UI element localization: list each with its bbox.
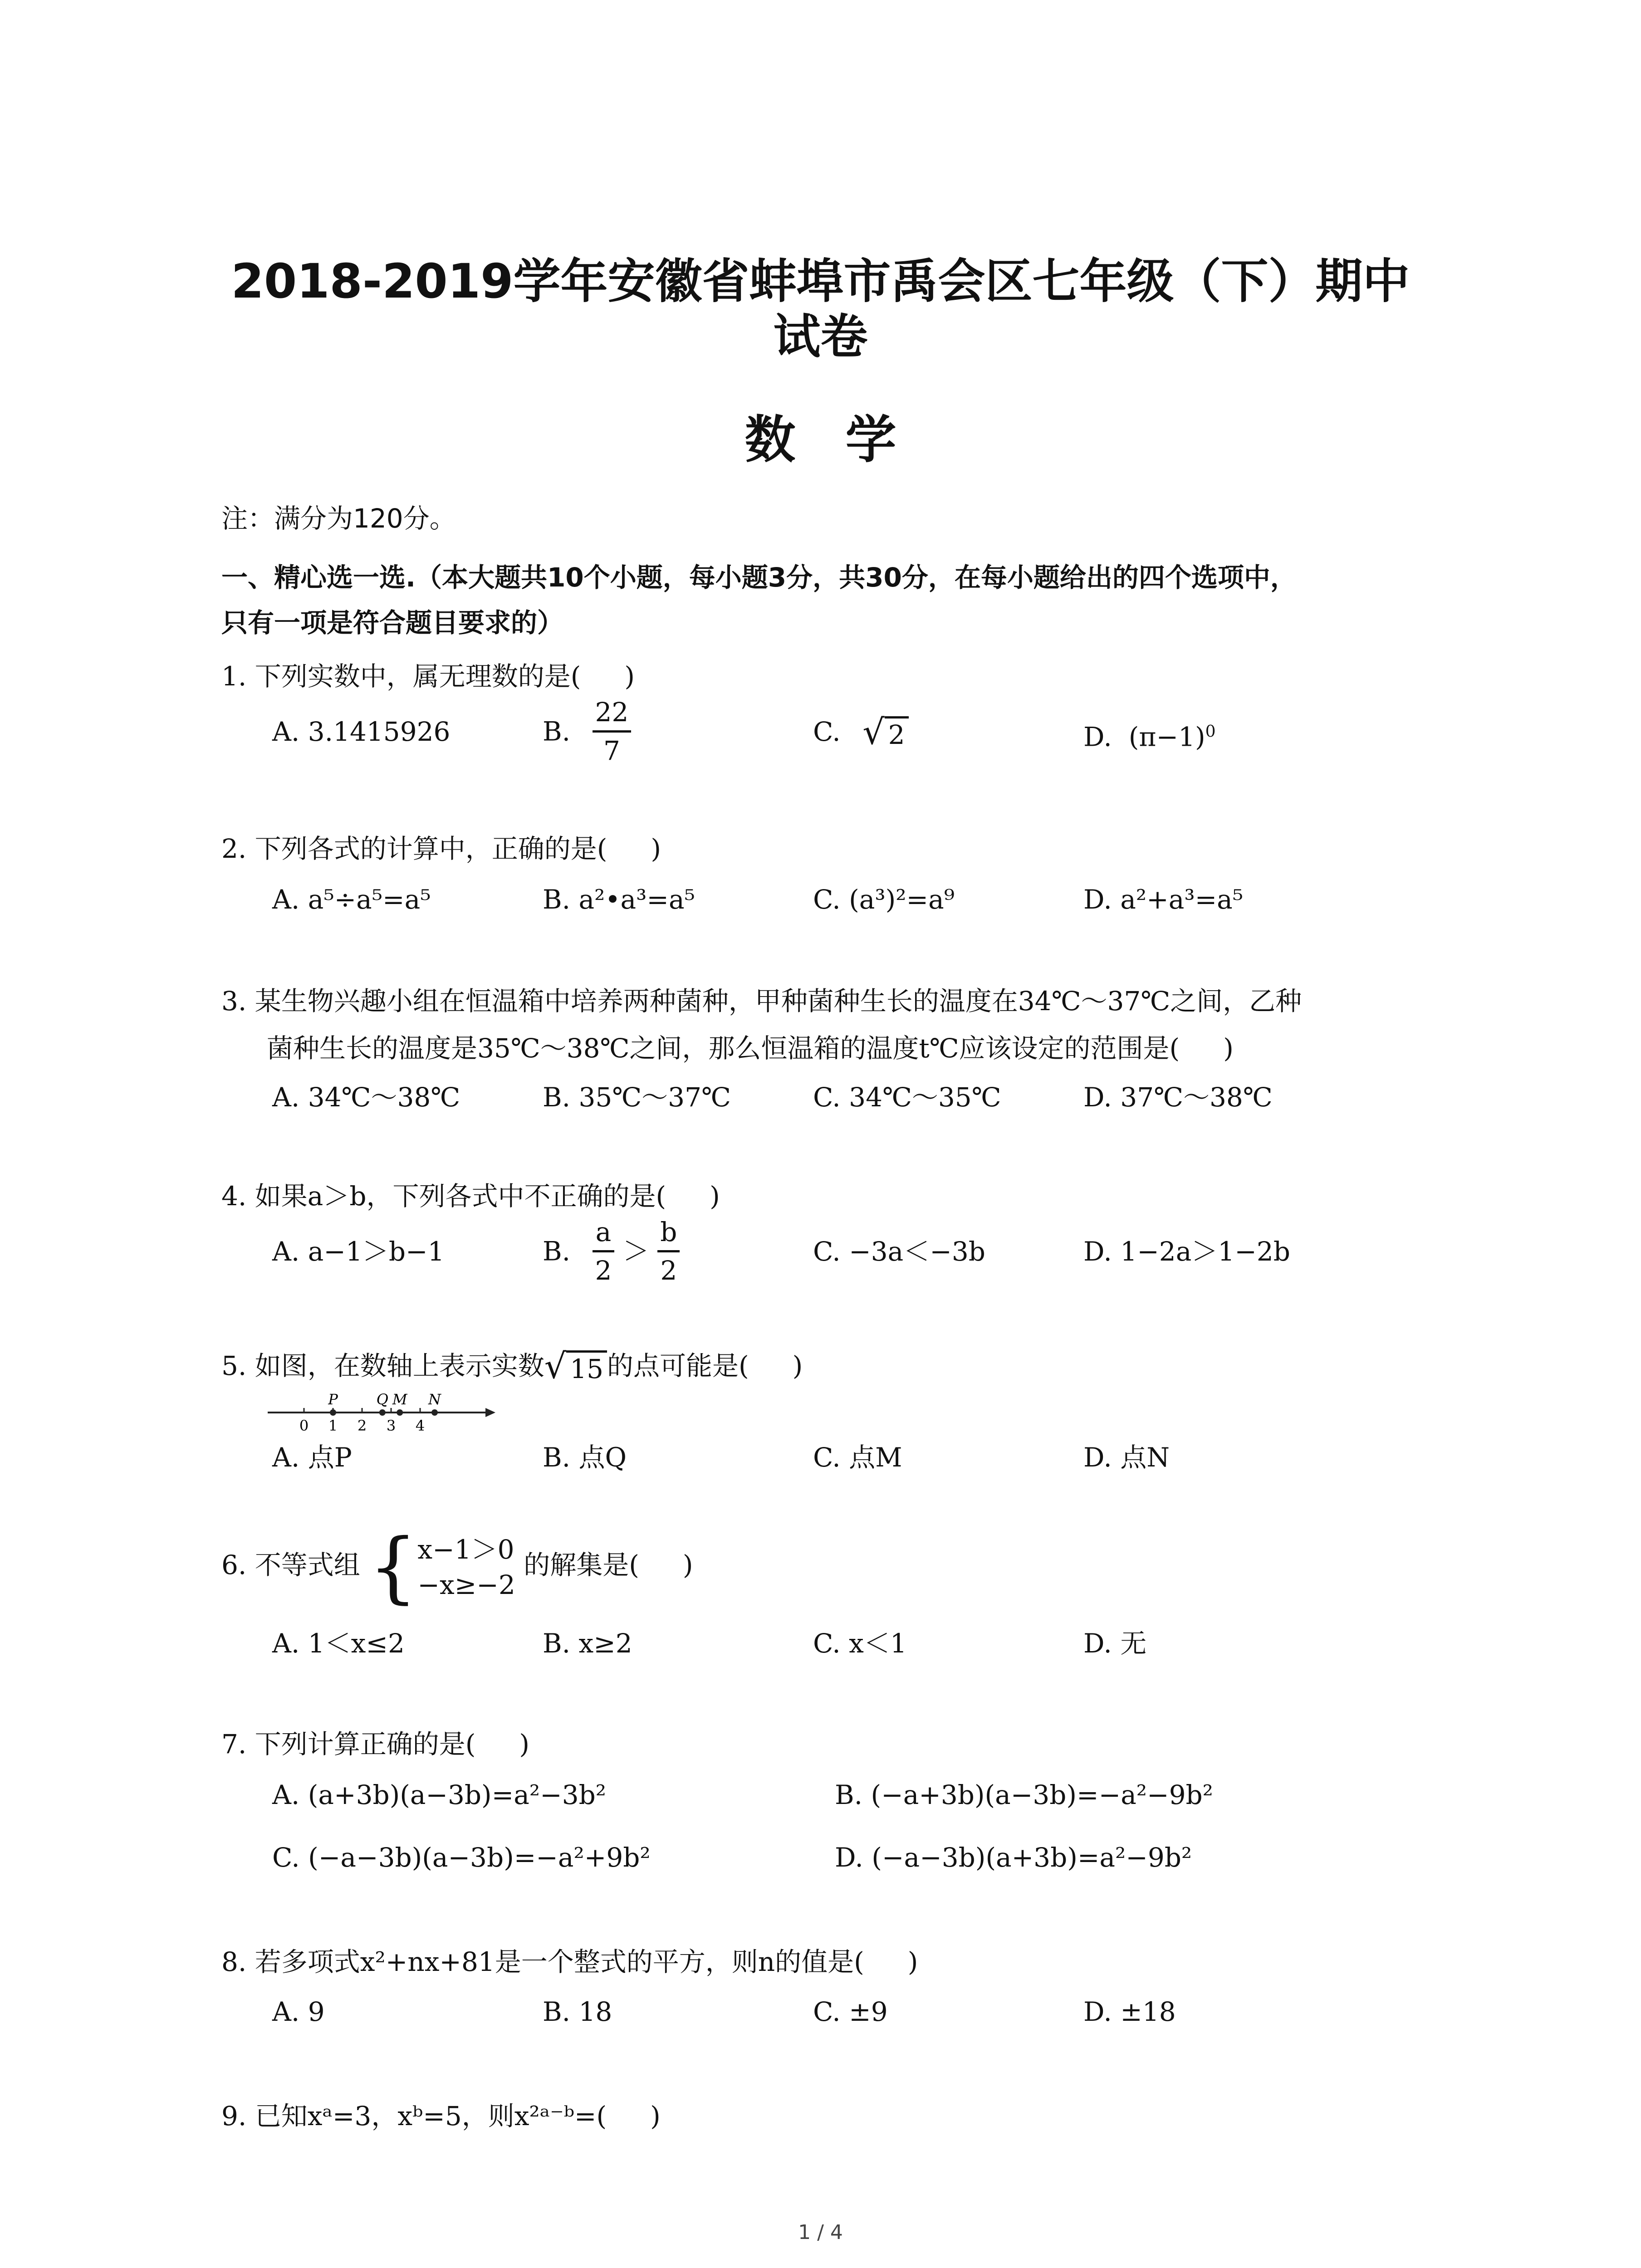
question-3-option-c: C. 34℃～35℃ [813,1082,1001,1113]
question-6-option-a: A. 1＜x≤2 [272,1628,405,1659]
number-line-point [431,1409,438,1416]
section1-heading-line1: 一、精心选一选.（本大题共10个小题，每小题3分，共30分，在每小题给出的四个选项中， [221,562,1297,593]
question-7-option-b: B. (−a+3b)(a−3b)=−a²−9b² [835,1779,1213,1810]
question-2-stem: 2. 下列各式的计算中，正确的是( ) [221,833,661,864]
question-2-option-d: D. a²+a³=a⁵ [1083,884,1243,915]
question-5-option-b: B. 点Q [543,1442,627,1473]
number-line-point [397,1409,403,1416]
number-line-tick-label: 4 [415,1417,425,1434]
page-title-line2: 试卷 [773,309,868,364]
question-8-option-b: B. 18 [543,1996,612,2027]
question-7-option-a: A. (a+3b)(a−3b)=a²−3b² [272,1779,606,1810]
question-5-option-d: D. 点N [1083,1442,1170,1473]
question-6-option-c: C. x＜1 [813,1628,907,1659]
number-line-figure [263,1385,499,1435]
section1-heading-line2: 只有一项是符合题目要求的） [221,607,564,638]
question-4-option-a: A. a−1＞b−1 [272,1236,445,1267]
question-3-option-a: A. 34℃～38℃ [272,1082,460,1113]
question-1-option-b: B. $\frac{22}{7}$ [543,694,631,769]
question-6-option-b: B. x≥2 [543,1628,632,1659]
question-1-option-a: A. 3.1415926 [272,716,451,747]
question-5-option-a: A. 点P [272,1442,352,1473]
number-line-point-label: P [328,1391,338,1408]
question-4-option-b: B. $\frac{a}{2}$ ＞ $\frac{b}{2}$ [543,1214,680,1289]
page-title-line1: 2018-2019学年安徽省蚌埠市禹会区七年级（下）期中 [231,254,1410,309]
question-4-option-d: D. 1−2a＞1−2b [1083,1236,1290,1267]
number-line-point [379,1409,386,1416]
number-line-tick-label: 0 [299,1417,309,1434]
subject-heading: 数学 [745,411,946,469]
number-line-tick-label: 3 [386,1417,396,1434]
question-8-stem: 8. 若多项式x²+nx+81是一个整式的平方，则n的值是( ) [221,1946,918,1977]
question-7-stem: 7. 下列计算正确的是( ) [221,1729,530,1760]
question-3-stem-line2: 菌种生长的温度是35℃～38℃之间，那么恒温箱的温度t℃应该设定的范围是( ) [267,1033,1234,1064]
page-number: 1 / 4 [798,2221,843,2244]
score-note: 注：满分为120分。 [221,503,456,534]
number-line-point-label: M [392,1391,407,1408]
question-3-option-d: D. 37℃～38℃ [1083,1082,1273,1113]
number-line-point-label: N [428,1391,441,1408]
question-8-option-a: A. 9 [272,1996,325,2027]
question-6-stem: 6. 不等式组 { x−1＞0 −x≥−2 的解集是( ) [221,1522,693,1612]
number-line-point [330,1409,336,1416]
question-3-option-b: B. 35℃～37℃ [543,1082,731,1113]
number-line-arrow [485,1408,495,1417]
question-3-stem-line1: 3. 某生物兴趣小组在恒温箱中培养两种菌种，甲种菌种生长的温度在34℃～37℃之间，乙种 [221,986,1302,1017]
question-8-option-d: D. ±18 [1083,1996,1176,2027]
question-5-stem: 5. 如图，在数轴上表示实数√ 15 的点可能是( ) [221,1346,803,1387]
question-4-stem: 4. 如果a＞b，下列各式中不正确的是( ) [221,1181,720,1212]
question-6-option-d: D. 无 [1083,1628,1147,1659]
number-line-tick-label: 2 [357,1417,367,1434]
question-2-option-a: A. a⁵÷a⁵=a⁵ [272,884,431,915]
question-5-option-c: C. 点M [813,1442,902,1473]
question-1-option-c: C. √ 2 [813,716,909,751]
number-line-point-label: Q [376,1391,388,1408]
question-9-stem: 9. 已知xᵃ=3，xᵇ=5，则x²ᵃ⁻ᵇ=( ) [221,2101,661,2131]
question-1-option-d: D. $(\pi-1)^0$ [1083,721,1216,753]
question-1-stem: 1. 下列实数中，属无理数的是( ) [221,661,635,692]
question-2-option-c: C. (a³)²=a⁹ [813,884,955,915]
question-2-option-b: B. a²•a³=a⁵ [543,884,695,915]
question-4-option-c: C. −3a＜−3b [813,1236,985,1267]
number-line-tick-label: 1 [328,1417,338,1434]
question-7-option-c: C. (−a−3b)(a−3b)=−a²+9b² [272,1842,651,1873]
question-7-option-d: D. (−a−3b)(a+3b)=a²−9b² [835,1842,1192,1873]
question-8-option-c: C. ±9 [813,1996,888,2027]
